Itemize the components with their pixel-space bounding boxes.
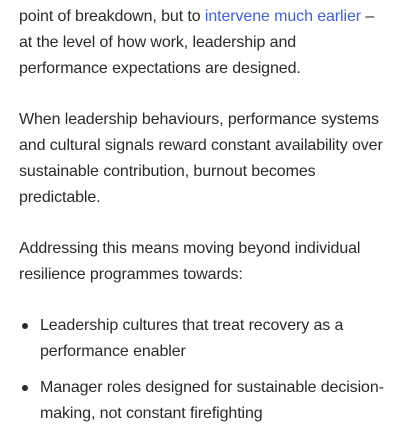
paragraph-text: – at the level of how work, leadership and performance expectations are designed. xyxy=(19,8,375,77)
paragraph-intervention xyxy=(19,4,389,82)
list-item xyxy=(19,313,389,365)
bullet-dot-icon xyxy=(22,323,28,329)
list-item-text: Manager roles designed for sustainable decision-making, not constant firefighting xyxy=(40,379,384,422)
paragraph-addressing: Addressing this means moving beyond individual resilience programmes towards: xyxy=(19,240,361,283)
intervene-link[interactable]: intervene much earlier xyxy=(204,8,361,25)
paragraph-burnout: When leadership behaviours, performance systems and cultural signals reward constant availability over sustainable contribution, burnout becomes predictable. xyxy=(19,111,383,206)
list-item xyxy=(19,375,389,427)
list-item-text: Leadership cultures that treat recovery as a performance enabler xyxy=(40,317,344,360)
bullet-list xyxy=(19,313,389,427)
bullet-dot-icon xyxy=(22,385,28,391)
article-body xyxy=(19,4,389,437)
paragraph-text: point of breakdown, but to xyxy=(19,8,205,25)
